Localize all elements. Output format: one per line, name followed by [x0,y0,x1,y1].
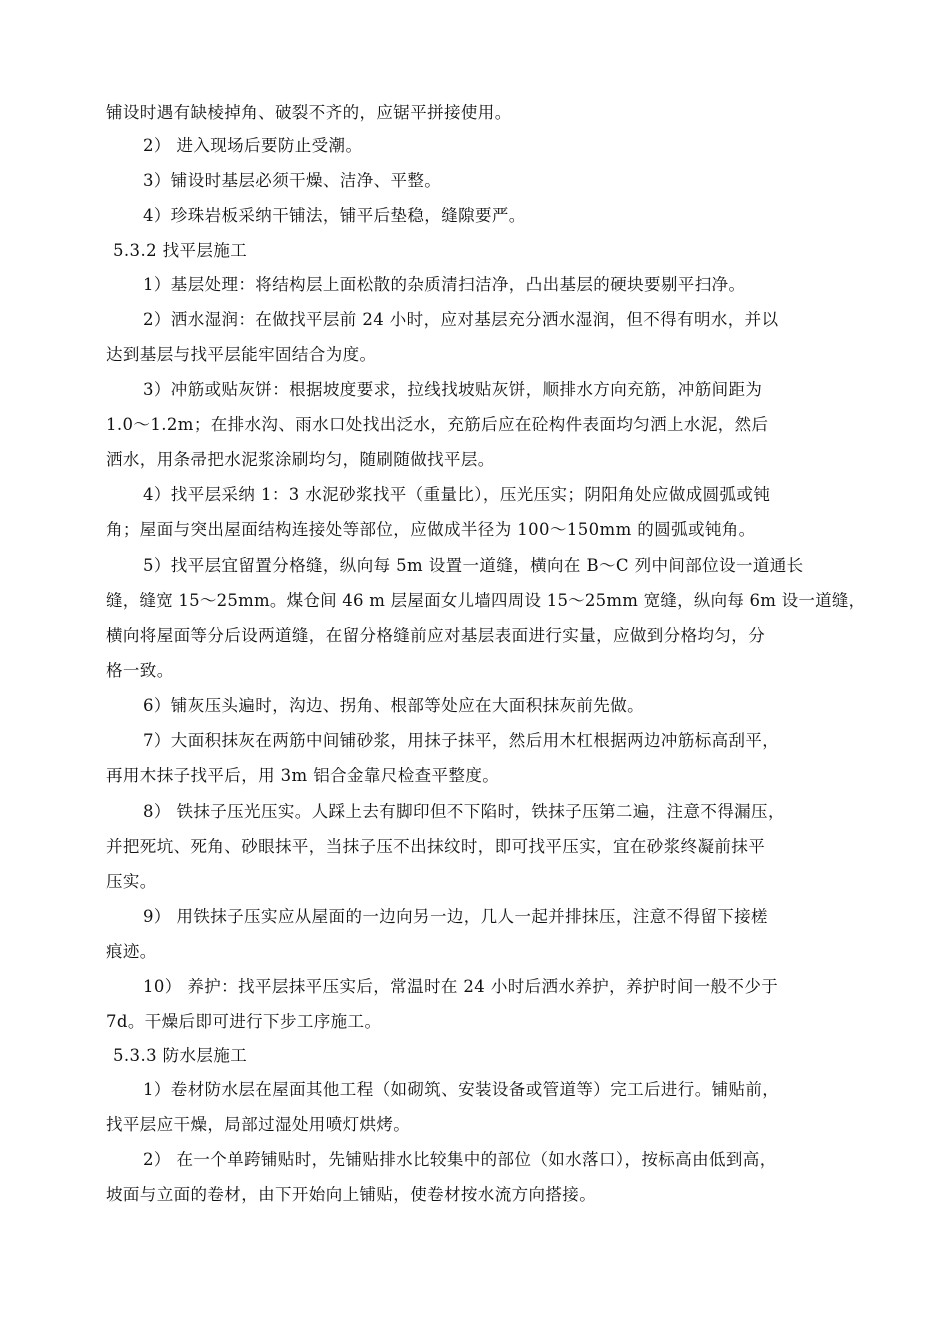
text-line: 并把死坑、死角、砂眼抹平，当抹子压不出抹纹时，即可找平压实，宜在砂浆终凝前抹平 [106,837,766,856]
text-line: 坡面与立面的卷材，由下开始向上铺贴，使卷材按水流方向搭接。 [106,1185,597,1204]
text-line: 找平层应干燥，局部过湿处用喷灯烘烤。 [106,1115,411,1134]
list-item: 2） 在一个单跨铺贴时，先铺贴排水比较集中的部位（如水落口），按标高由低到高， [143,1150,777,1169]
list-item: 1）卷材防水层在屋面其他工程（如砌筑、安装设备或管道等）完工后进行。铺贴前， [143,1080,780,1099]
text-line: 洒水，用条帚把水泥浆涂刷均匀，随刷随做找平层。 [106,450,495,469]
list-item: 8） 铁抹子压光压实。人踩上去有脚印但不下陷时，铁抹子压第二遍，注意不得漏压， [143,802,785,821]
section-heading: 5.3.3 防水层施工 [113,1046,248,1065]
list-item: 7）大面积抹灰在两筋中间铺砂浆，用抹子抹平，然后用木杠根据两边冲筋标高刮平， [143,731,780,750]
text-line: 压实。 [106,872,157,891]
text-line: 缝，缝宽 15～25mm。煤仓间 46 m 层屋面女儿墙四周设 15～25mm 宽缝，纵向每 6m 设一道缝， [106,591,866,610]
text-line: 再用木抹子找平后，用 3m 铝合金靠尺检查平整度。 [106,766,500,785]
list-item: 2）洒水湿润：在做找平层前 24 小时，应对基层充分洒水湿润，但不得有明水，并以 [143,310,779,329]
list-item: 9） 用铁抹子压实应从屋面的一边向另一边，几人一起并排抹压，注意不得留下接槎 [143,907,768,926]
text-line: 格一致。 [106,661,174,680]
list-item: 2） 进入现场后要防止受潮。 [143,136,363,155]
list-item: 10） 养护：找平层抹平压实后，常温时在 24 小时后洒水养护，养护时间一般不少于 [143,977,779,996]
list-item: 3）冲筋或贴灰饼：根据坡度要求，拉线找坡贴灰饼，顺排水方向充筋，冲筋间距为 [143,380,763,399]
section-heading: 5.3.2 找平层施工 [113,241,248,260]
text-line: 1.0～1.2m；在排水沟、雨水口处找出泛水，充筋后应在砼构件表面均匀洒上水泥，然后 [106,415,769,434]
text-line: 铺设时遇有缺棱掉角、破裂不齐的，应锯平拼接使用。 [106,103,512,122]
text-line: 横向将屋面等分后设两道缝，在留分格缝前应对基层表面进行实量，应做到分格均匀，分 [106,626,766,645]
list-item: 5）找平层宜留置分格缝，纵向每 5m 设置一道缝，横向在 B～C 列中间部位设一道通长 [143,556,804,575]
list-item: 1）基层处理：将结构层上面松散的杂质清扫洁净，凸出基层的硬块要剔平扫净。 [143,275,746,294]
list-item: 4）珍珠岩板采纳干铺法，铺平后垫稳，缝隙要严。 [143,206,526,225]
list-item: 4）找平层采纳 1：3 水泥砂浆找平（重量比），压光压实；阴阳角处应做成圆弧或钝 [143,485,771,504]
text-line: 痕迹。 [106,942,157,961]
text-line: 角；屋面与突出屋面结构连接处等部位，应做成半径为 100～150mm 的圆弧或钝角。 [106,520,756,539]
text-line: 7d。干燥后即可进行下步工序施工。 [106,1012,382,1031]
list-item: 6）铺灰压头遍时，沟边、拐角、根部等处应在大面积抹灰前先做。 [143,696,644,715]
text-line: 达到基层与找平层能牢固结合为度。 [106,345,377,364]
list-item: 3）铺设时基层必须干燥、洁净、平整。 [143,171,442,190]
